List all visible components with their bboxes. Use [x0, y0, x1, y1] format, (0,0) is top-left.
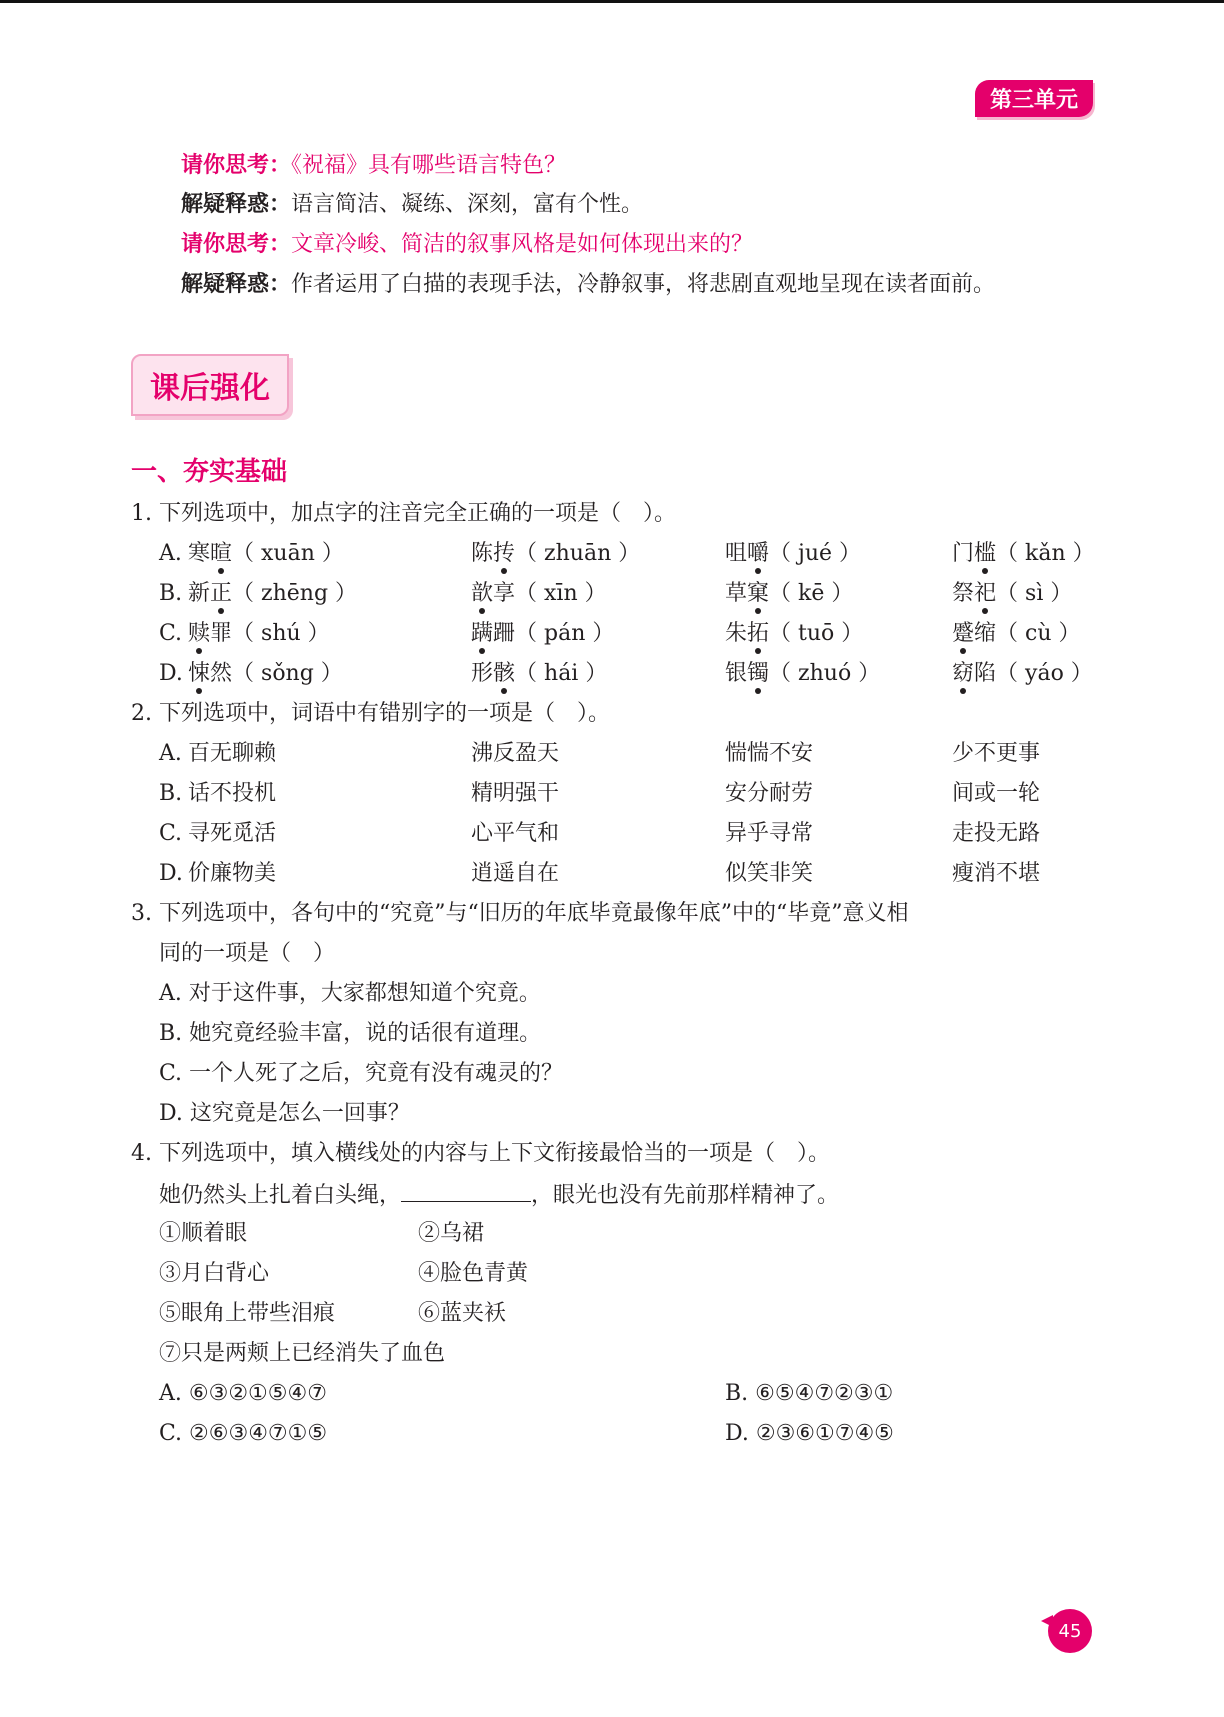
q1-item: 赎罪（ shú ）	[188, 621, 330, 646]
q1-option-label: C.	[159, 621, 183, 646]
q1-option-label: A.	[159, 541, 182, 566]
subsection-title: 一、夯实基础	[131, 457, 288, 487]
q3-option: B. 她究竟经验丰富，说的话很有道理。	[159, 1021, 542, 1046]
q2-word: 瘦消不堪	[952, 861, 1041, 886]
q4-stem: 4. 下列选项中，填入横线处的内容与上下文衔接最恰当的一项是（ ）。	[131, 1141, 830, 1166]
q2-word: 价廉物美	[188, 861, 277, 886]
q2-word: 少不更事	[952, 741, 1041, 766]
q4-part: ⑦只是两颊上已经消失了血色	[159, 1341, 446, 1366]
q3-option: C. 一个人死了之后，究竟有没有魂灵的？	[159, 1061, 564, 1086]
q4-option: B. ⑥⑤④⑦②③①	[725, 1381, 894, 1406]
q2-option-label: C.	[159, 821, 183, 846]
q4-part: ④脸色青黄	[418, 1261, 529, 1286]
q1-option-label: B.	[159, 581, 183, 606]
q2-word: 惴惴不安	[725, 741, 814, 766]
q1-item: 门槛（ kǎn ）	[952, 541, 1095, 566]
q2-word: 走投无路	[952, 821, 1041, 846]
q2-word: 逍遥自在	[471, 861, 560, 886]
q1-item: 草窠（ kē ）	[725, 581, 854, 606]
think-answer-2: 解疑释惑：作者运用了白描的表现手法，冷静叙事，将悲剧直观地呈现在读者面前。	[181, 272, 996, 297]
q1-stem: 1. 下列选项中，加点字的注音完全正确的一项是（ ）。	[131, 501, 676, 526]
q2-word: 异乎寻常	[725, 821, 814, 846]
q1-item: 窈陷（ yáo ）	[952, 661, 1093, 686]
q2-option-label: D.	[159, 861, 183, 886]
q4-sentence: 她仍然头上扎着白头绳， ，眼光也没有先前那样精神了。	[159, 1183, 840, 1208]
top-rule	[0, 0, 1224, 3]
q2-option-label: A.	[159, 741, 182, 766]
q2-word: 似笑非笑	[725, 861, 814, 886]
q2-word: 心平气和	[471, 821, 560, 846]
q1-item: 新正（ zhēng ）	[188, 581, 358, 606]
q1-item: 陈抟（ zhuān ）	[471, 541, 641, 566]
q1-item: 寒暄（ xuān ）	[188, 541, 344, 566]
q2-word: 百无聊赖	[188, 741, 277, 766]
q2-option-label: B.	[159, 781, 183, 806]
q3-option: D. 这究竟是怎么一回事？	[159, 1101, 410, 1126]
q4-option: C. ②⑥③④⑦①⑤	[159, 1421, 328, 1446]
q2-word: 安分耐劳	[725, 781, 814, 806]
q2-word: 寻死觅活	[188, 821, 277, 846]
fill-blank	[401, 1183, 531, 1202]
q1-option-label: D.	[159, 661, 183, 686]
q3-option: A. 对于这件事，大家都想知道个究竟。	[159, 981, 541, 1006]
q4-option: D. ②③⑥①⑦④⑤	[725, 1421, 894, 1446]
page-number: 45	[1048, 1609, 1092, 1653]
q4-option: A. ⑥③②①⑤④⑦	[159, 1381, 327, 1406]
q1-item: 朱拓（ tuō ）	[725, 621, 864, 646]
think-answer-1: 解疑释惑：语言简洁、凝练、深刻，富有个性。	[181, 192, 644, 217]
q4-part: ③月白背心	[159, 1261, 270, 1286]
q1-item: 银镯（ zhuó ）	[725, 661, 881, 686]
q1-item: 祭祀（ sì ）	[952, 581, 1073, 606]
q4-part: ⑤眼角上带些泪痕	[159, 1301, 336, 1326]
q1-item: 歆享（ xīn ）	[471, 581, 607, 606]
q1-item: 咀嚼（ jué ）	[725, 541, 862, 566]
q1-item: 蹙缩（ cù ）	[952, 621, 1081, 646]
q1-item: 形骸（ hái ）	[471, 661, 608, 686]
unit-tab: 第三单元	[975, 80, 1093, 117]
q4-part: ⑥蓝夹袄	[418, 1301, 507, 1326]
section-title: 课后强化	[131, 354, 289, 416]
think-question-2: 请你思考：文章冷峻、简洁的叙事风格是如何体现出来的？	[181, 232, 754, 257]
q2-word: 精明强干	[471, 781, 560, 806]
q4-part: ①顺着眼	[159, 1221, 248, 1246]
q2-word: 间或一轮	[952, 781, 1041, 806]
q3-stem: 3. 下列选项中，各句中的“究竟”与“旧历的年底毕竟最像年底”中的“毕竟”意义相	[131, 901, 909, 926]
q3-stem-cont: 同的一项是（ ）	[159, 941, 336, 966]
q4-part: ②乌裙	[418, 1221, 485, 1246]
q2-word: 沸反盈天	[471, 741, 560, 766]
q2-word: 话不投机	[188, 781, 277, 806]
q1-item: 蹒跚（ pán ）	[471, 621, 615, 646]
q1-item: 悚然（ sǒng ）	[188, 661, 343, 686]
q2-stem: 2. 下列选项中，词语中有错别字的一项是（ ）。	[131, 701, 610, 726]
think-question-1: 请你思考：《祝福》具有哪些语言特色？	[181, 153, 567, 178]
